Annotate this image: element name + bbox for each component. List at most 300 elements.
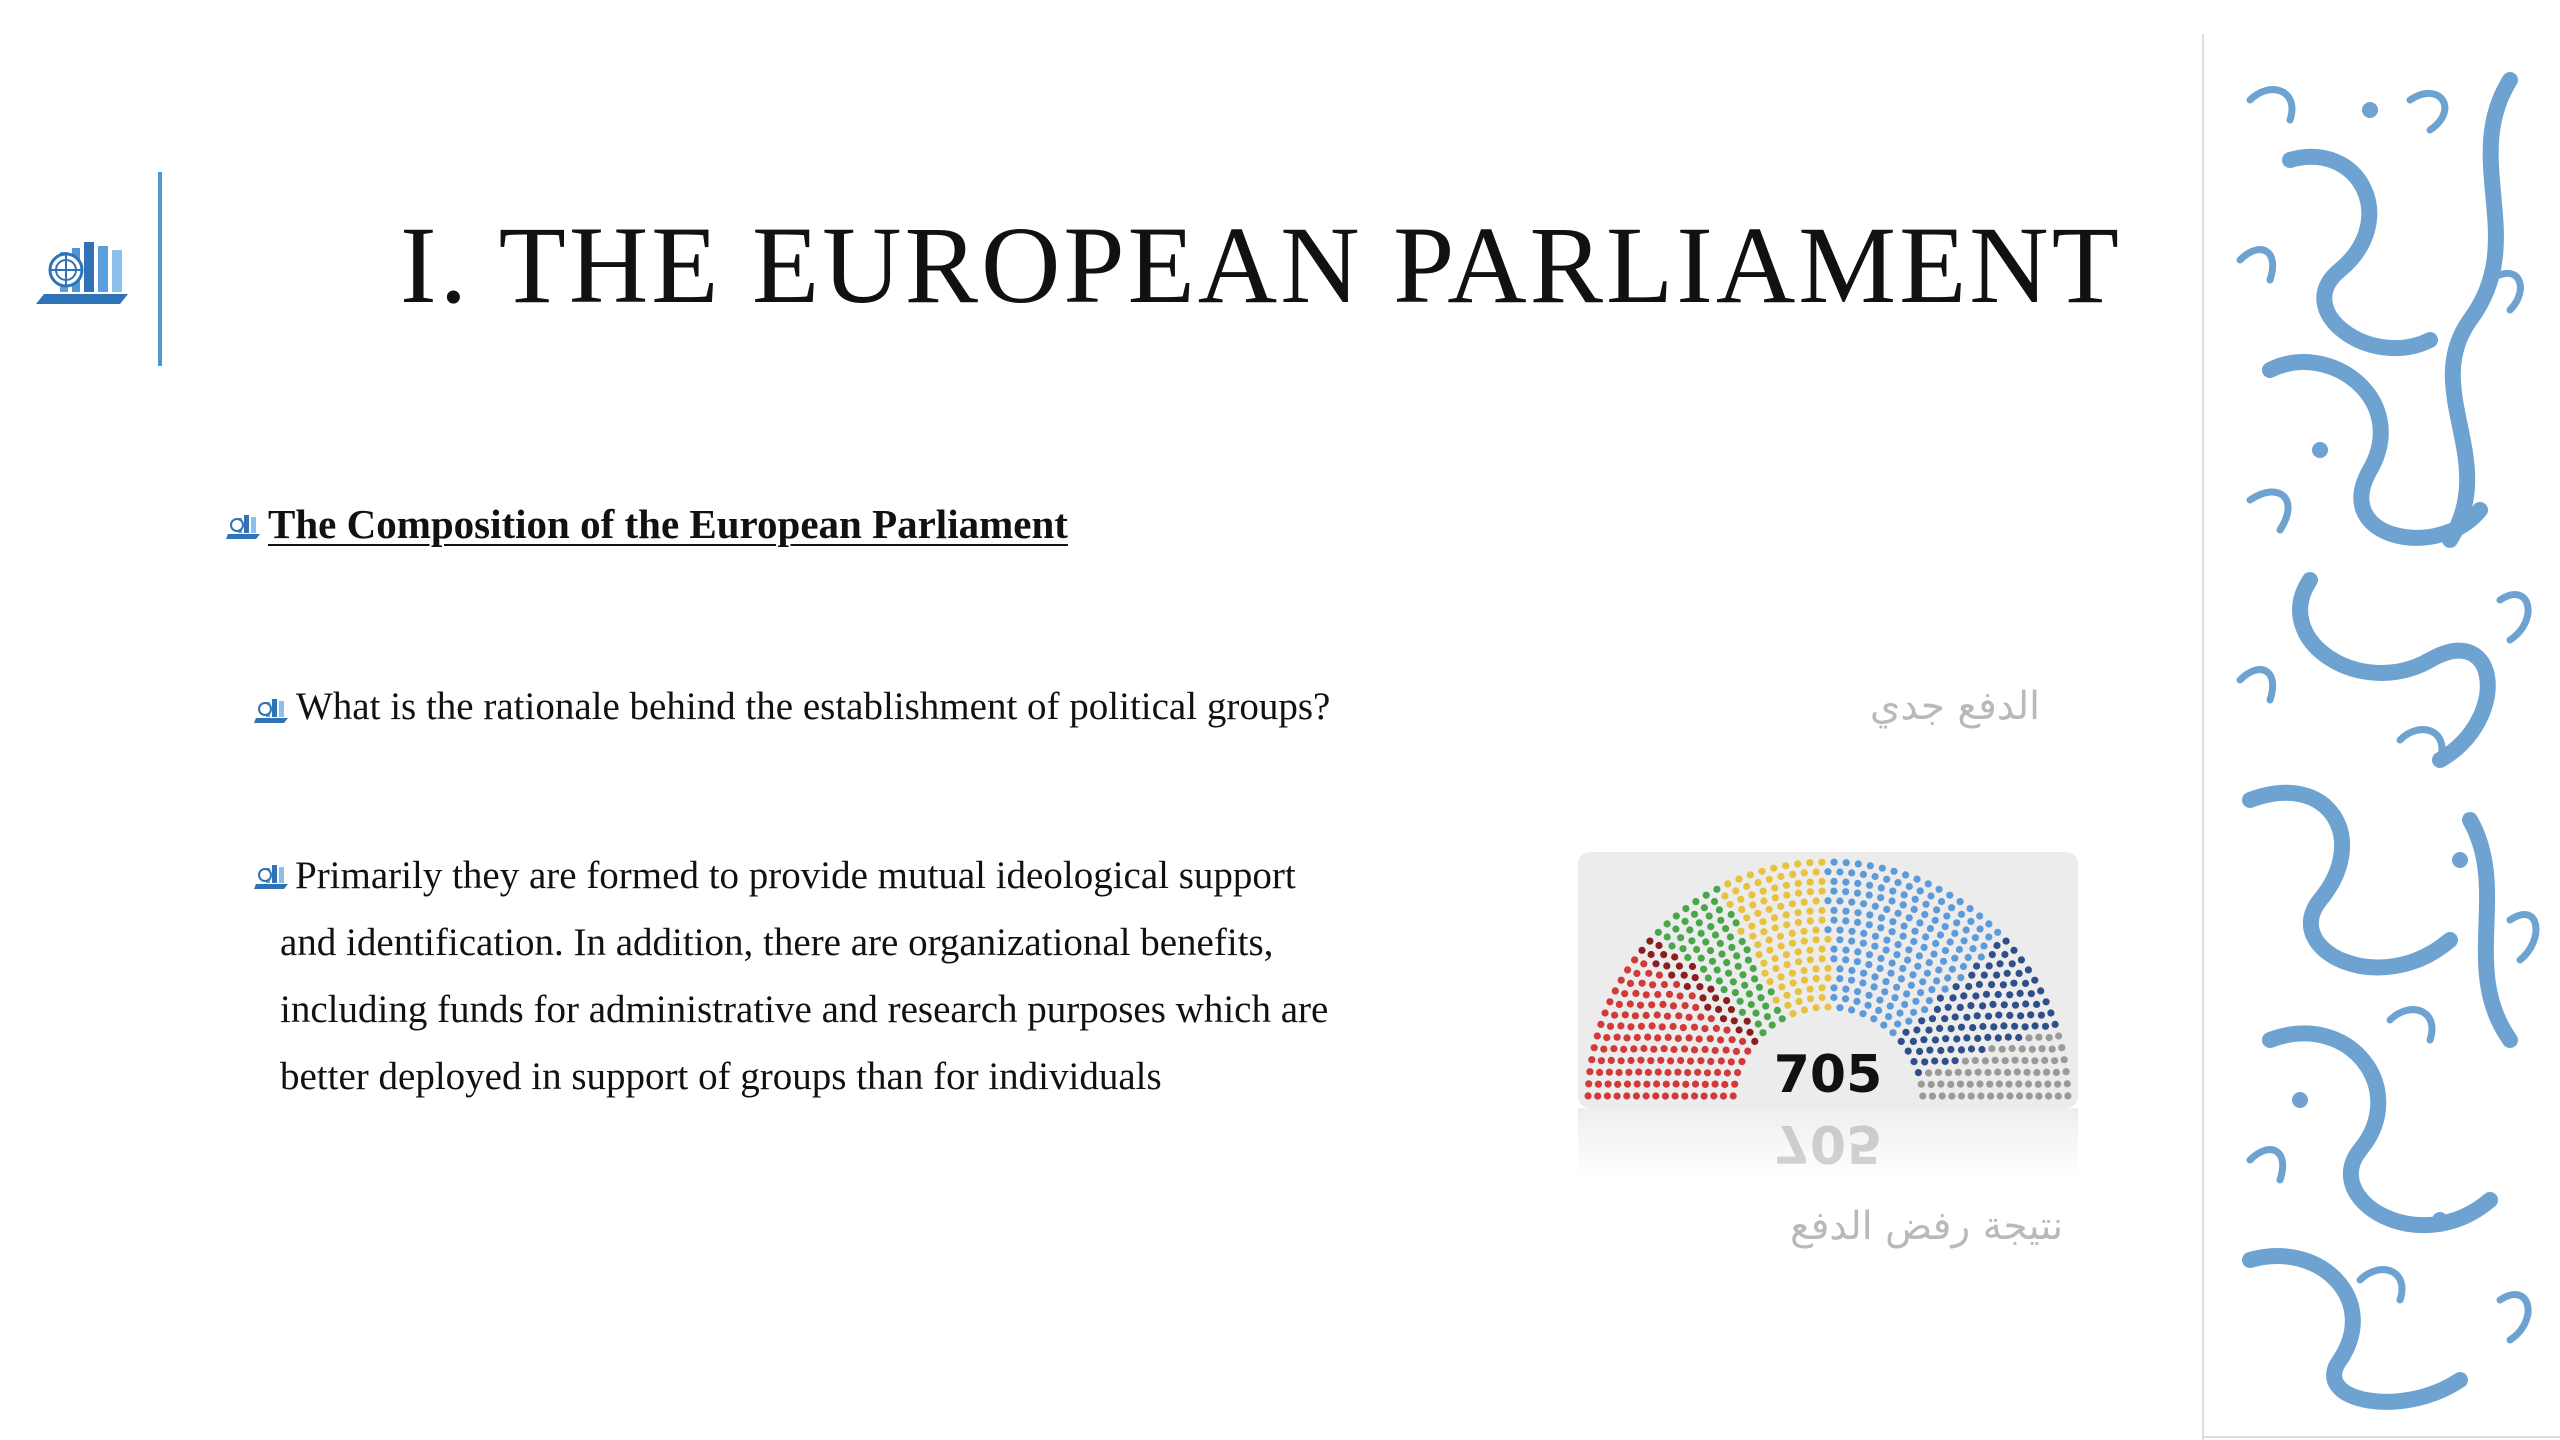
- seat-dot: [1903, 990, 1910, 997]
- seat-dot: [2002, 1057, 2009, 1064]
- seat-dot: [1782, 862, 1789, 869]
- seat-dot: [2035, 1034, 2042, 1041]
- seat-dot: [1854, 880, 1861, 887]
- seat-dot: [1877, 965, 1884, 972]
- seat-dot: [1731, 1017, 1738, 1024]
- seat-dot: [1679, 945, 1686, 952]
- seat-dot: [1848, 967, 1855, 974]
- seat-dot: [1761, 970, 1768, 977]
- seat-dot: [2055, 1093, 2062, 1100]
- seat-dot: [1942, 923, 1949, 930]
- seat-dot: [1734, 1069, 1741, 1076]
- seat-dot: [1919, 1092, 1926, 1099]
- seat-dot: [1633, 1092, 1640, 1099]
- seat-dot: [1859, 979, 1866, 986]
- seat-dot: [1744, 1048, 1751, 1055]
- seat-dot: [2037, 987, 2044, 994]
- seat-dot: [1842, 947, 1849, 954]
- seat-dot: [1777, 903, 1784, 910]
- seat-dot: [1604, 1092, 1611, 1099]
- seat-dot: [1750, 965, 1757, 972]
- seat-dot: [2058, 1044, 2065, 1051]
- seat-dot: [1948, 1025, 1955, 1032]
- seat-dot: [2026, 1092, 2033, 1099]
- seat-dot: [1943, 913, 1950, 920]
- seat-dot: [1958, 911, 1965, 918]
- seat-dot: [1925, 880, 1932, 887]
- seat-dot: [1860, 900, 1867, 907]
- seat-dot: [1728, 944, 1735, 951]
- seat-dot: [1659, 1023, 1666, 1030]
- seat-dot: [1812, 927, 1819, 934]
- seat-dot: [2017, 1012, 2024, 1019]
- seat-dot: [1830, 888, 1837, 895]
- seat-dot: [1625, 1069, 1632, 1076]
- seat-dot: [1717, 1036, 1724, 1043]
- seat-dot: [1777, 933, 1784, 940]
- seat-dot: [1887, 970, 1894, 977]
- seat-dot: [1640, 960, 1647, 967]
- seat-dot: [2010, 980, 2017, 987]
- chart-total-label: 705: [1773, 1045, 1883, 1105]
- seat-dot: [1910, 1009, 1917, 1016]
- seat-dot: [1947, 1081, 1954, 1088]
- seat-dot: [1716, 906, 1723, 913]
- seat-dot: [1960, 992, 1967, 999]
- seat-dot: [1691, 1046, 1698, 1053]
- seat-dot: [1883, 906, 1890, 913]
- seat-dot: [1769, 1022, 1776, 1029]
- seat-dot: [1921, 1058, 1928, 1065]
- seat-dot: [1942, 1035, 1949, 1042]
- seat-dot: [1924, 970, 1931, 977]
- seat-dot: [1614, 1034, 1621, 1041]
- caption-top-arabic: الدفع جدي: [1869, 684, 2040, 729]
- seat-dot: [1866, 892, 1873, 899]
- seat-dot: [1606, 1069, 1613, 1076]
- seat-dot: [1968, 1093, 1975, 1100]
- seat-dot: [1807, 888, 1814, 895]
- seat-dot: [1756, 984, 1763, 991]
- seat-dot: [1760, 918, 1767, 925]
- seat-dot: [1691, 1024, 1698, 1031]
- seat-dot: [1723, 1047, 1730, 1054]
- seat-dot: [1930, 951, 1937, 958]
- seat-dot: [1967, 1002, 1974, 1009]
- seat-dot: [1681, 1045, 1688, 1052]
- seat-dot: [1754, 910, 1761, 917]
- seat-dot: [1859, 1010, 1866, 1017]
- arabic-calligraphy-banner: [2210, 40, 2560, 1430]
- seat-dot: [1842, 995, 1849, 1002]
- seat-dot: [1928, 1081, 1935, 1088]
- seat-dot: [1934, 1006, 1941, 1013]
- seat-dot: [1789, 871, 1796, 878]
- seat-dot: [2027, 1011, 2034, 1018]
- seat-dot: [1627, 1023, 1634, 1030]
- seat-dot: [1627, 1000, 1634, 1007]
- seat-dot: [1883, 947, 1890, 954]
- seat-dot: [1908, 982, 1915, 989]
- seat-dot: [2031, 1057, 2038, 1064]
- seat-dot: [1878, 884, 1885, 891]
- seat-dot: [1860, 871, 1867, 878]
- chart-reflection: [1578, 1108, 2078, 1178]
- seat-dot: [1778, 943, 1785, 950]
- seat-dot: [1640, 1045, 1647, 1052]
- seat-dot: [1664, 1013, 1671, 1020]
- seat-dot: [1783, 882, 1790, 889]
- seat-dot: [1735, 876, 1742, 883]
- seat-dot: [1638, 947, 1645, 954]
- seat-dot: [1915, 1069, 1922, 1076]
- seat-dot: [1713, 1025, 1720, 1032]
- seat-dot: [1945, 1069, 1952, 1076]
- seat-dot: [1993, 942, 2000, 949]
- seat-dot: [1723, 997, 1730, 1004]
- seat-dot: [1933, 906, 1940, 913]
- seat-dot: [1758, 868, 1765, 875]
- seat-dot: [1988, 1045, 1995, 1052]
- seat-dot: [1737, 998, 1744, 1005]
- seat-dot: [1588, 1056, 1595, 1063]
- seat-dot: [2010, 947, 2017, 954]
- seat-dot: [1963, 1034, 1970, 1041]
- seat-dot: [1681, 1093, 1688, 1100]
- seat-dot: [1893, 984, 1900, 991]
- seat-dot: [1965, 954, 1972, 961]
- seat-dot: [1830, 907, 1837, 914]
- seat-dot: [1987, 1093, 1994, 1100]
- seat-dot: [1918, 1081, 1925, 1088]
- seat-dot: [1807, 879, 1814, 886]
- seat-dot: [1953, 1035, 1960, 1042]
- seat-dot: [1946, 892, 1953, 899]
- seat-dot: [1632, 990, 1639, 997]
- seat-dot: [1955, 1069, 1962, 1076]
- book-bullet-icon: [254, 696, 290, 724]
- seat-dot: [2006, 991, 2013, 998]
- seat-dot: [1818, 946, 1825, 953]
- seat-dot: [1872, 903, 1879, 910]
- seat-dot: [1789, 900, 1796, 907]
- seat-dot: [1707, 947, 1714, 954]
- seat-dot: [1877, 924, 1884, 931]
- seat-dot: [1687, 1058, 1694, 1065]
- seat-dot: [1682, 1002, 1689, 1009]
- seat-dot: [1698, 955, 1705, 962]
- seat-dot: [1623, 1034, 1630, 1041]
- seat-dot: [1965, 983, 1972, 990]
- seat-dot: [1866, 951, 1873, 958]
- seat-dot: [1994, 1069, 2001, 1076]
- seat-dot: [1848, 938, 1855, 945]
- seat-dot: [1616, 1069, 1623, 1076]
- seat-dot: [1974, 1012, 1981, 1019]
- seat-dot: [1979, 1023, 1986, 1030]
- seat-dot: [1653, 1080, 1660, 1087]
- seat-dot: [1848, 928, 1855, 935]
- seat-dot: [1872, 933, 1879, 940]
- seat-dot: [1643, 1092, 1650, 1099]
- seat-dot: [1664, 933, 1671, 940]
- seat-dot: [2005, 1034, 2012, 1041]
- seat-dot: [1789, 930, 1796, 937]
- seat-dot: [1917, 887, 1924, 894]
- seat-dot: [2045, 1092, 2052, 1099]
- seat-dot: [1895, 910, 1902, 917]
- seat-dot: [1909, 971, 1916, 978]
- seat-dot: [1889, 960, 1896, 967]
- seat-dot: [1728, 1006, 1735, 1013]
- seat-dot: [1958, 1046, 1965, 1053]
- seat-dot: [1842, 879, 1849, 886]
- seat-dot: [1688, 937, 1695, 944]
- seat-dot: [1643, 1012, 1650, 1019]
- seat-dot: [1925, 1027, 1932, 1034]
- seat-dot: [1860, 970, 1867, 977]
- seat-dot: [1762, 1003, 1769, 1010]
- seat-dot: [1871, 943, 1878, 950]
- seat-dot: [1889, 928, 1896, 935]
- seat-dot: [1883, 876, 1890, 883]
- seat-dot: [1665, 1034, 1672, 1041]
- seat-dot: [1673, 981, 1680, 988]
- seat-dot: [1824, 868, 1831, 875]
- seat-dot: [1631, 956, 1638, 963]
- seat-dot: [1650, 1046, 1657, 1053]
- seat-dot: [1794, 860, 1801, 867]
- seat-dot: [2018, 956, 2025, 963]
- seat-dot: [2041, 1057, 2048, 1064]
- seat-dot: [1836, 897, 1843, 904]
- seat-dot: [1795, 880, 1802, 887]
- seat-dot: [1692, 898, 1699, 905]
- seat-dot: [1783, 921, 1790, 928]
- seat-dot: [1766, 947, 1773, 954]
- seat-dot: [1807, 995, 1814, 1002]
- seat-dot: [1634, 1034, 1641, 1041]
- seat-dot: [1836, 868, 1843, 875]
- seat-dot: [2006, 1012, 2013, 1019]
- seat-dot: [1691, 1092, 1698, 1099]
- seat-dot: [1854, 948, 1861, 955]
- seat-dot: [1670, 1046, 1677, 1053]
- seat-dot: [1720, 1093, 1727, 1100]
- seat-dot: [1700, 966, 1707, 973]
- seat-dot: [1806, 908, 1813, 915]
- seat-dot: [1702, 1046, 1709, 1053]
- seat-dot: [1749, 901, 1756, 908]
- seat-dot: [2022, 1023, 2029, 1030]
- seat-dot: [1717, 940, 1724, 947]
- seat-dot: [1772, 965, 1779, 972]
- seat-dot: [1871, 983, 1878, 990]
- seat-dot: [1704, 1004, 1711, 1011]
- seat-dot: [1893, 951, 1900, 958]
- seat-dot: [1766, 906, 1773, 913]
- seat-dot: [2003, 938, 2010, 945]
- seat-dot: [1990, 1023, 1997, 1030]
- seat-dot: [1610, 1045, 1617, 1052]
- seat-dot: [1677, 1057, 1684, 1064]
- seat-dot: [1586, 1068, 1593, 1075]
- seat-dot: [1637, 1057, 1644, 1064]
- seat-dot: [1929, 1093, 1936, 1100]
- seat-dot: [1674, 1069, 1681, 1076]
- seat-dot: [1708, 1015, 1715, 1022]
- seat-dot: [1824, 936, 1831, 943]
- seat-dot: [1737, 896, 1744, 903]
- seat-dot: [1953, 919, 1960, 926]
- seat-dot: [1718, 1057, 1725, 1064]
- seat-dot: [1766, 978, 1773, 985]
- seat-dot: [1790, 979, 1797, 986]
- seat-dot: [1766, 876, 1773, 883]
- seat-dot: [1738, 906, 1745, 913]
- seat-dot: [1957, 898, 1964, 905]
- seat-dot: [1992, 1057, 1999, 1064]
- seat-dot: [1757, 994, 1764, 1001]
- seat-dot: [1755, 951, 1762, 958]
- seat-dot: [2011, 1023, 2018, 1030]
- seat-dot: [1696, 983, 1703, 990]
- seat-dot: [1853, 998, 1860, 1005]
- seat-dot: [1911, 928, 1918, 935]
- seat-dot: [2025, 966, 2032, 973]
- question-text: What is the rationale behind the establishment of political groups?: [296, 685, 1331, 728]
- seat-dot: [1926, 997, 1933, 1004]
- seat-dot: [1778, 983, 1785, 990]
- seat-dot: [1920, 1036, 1927, 1043]
- seat-dot: [1894, 1020, 1901, 1027]
- seat-dot: [1830, 878, 1837, 885]
- seat-dot: [1939, 1092, 1946, 1099]
- seat-dot: [1937, 995, 1944, 1002]
- seat-dot: [1942, 986, 1949, 993]
- seat-dot: [1620, 1046, 1627, 1053]
- seat-dot: [1712, 1081, 1719, 1088]
- seat-dot: [2012, 1002, 2019, 1009]
- seat-dot: [1715, 1006, 1722, 1013]
- seat-dot: [1697, 1013, 1704, 1020]
- seat-dot: [1831, 859, 1838, 866]
- seat-dot: [1659, 1001, 1666, 1008]
- seat-dot: [1644, 1034, 1651, 1041]
- seat-dot: [2046, 1034, 2053, 1041]
- seat-dot: [1900, 901, 1907, 908]
- seat-dot: [2015, 1034, 2022, 1041]
- seat-dot: [1630, 1045, 1637, 1052]
- seat-dot: [1836, 975, 1843, 982]
- seat-dot: [1602, 1009, 1609, 1016]
- seat-dot: [1652, 960, 1659, 967]
- seat-dot: [1890, 868, 1897, 875]
- seat-dot: [1783, 951, 1790, 958]
- seat-dot: [1972, 934, 1979, 941]
- seat-dot: [1938, 898, 1945, 905]
- seat-dot: [1739, 938, 1746, 945]
- seat-dot: [1720, 1015, 1727, 1022]
- seat-dot: [1824, 965, 1831, 972]
- seat-dot: [1596, 1069, 1603, 1076]
- seat-dot: [1647, 1057, 1654, 1064]
- paragraph: [280, 842, 1442, 1110]
- seat-dot: [1760, 960, 1767, 967]
- seat-dot: [1637, 1002, 1644, 1009]
- seat-dot: [1774, 1007, 1781, 1014]
- seat-dot: [1702, 938, 1709, 945]
- seat-dot: [1696, 919, 1703, 926]
- seat-dot: [1645, 970, 1652, 977]
- seat-dot: [1952, 1057, 1959, 1064]
- seat-dot: [1692, 974, 1699, 981]
- seat-dot: [1922, 901, 1929, 908]
- seat-dot: [2032, 1022, 2039, 1029]
- seat-dot: [1910, 938, 1917, 945]
- seat-dot: [1889, 1029, 1896, 1036]
- seat-dot: [1882, 978, 1889, 985]
- seat-dot: [1795, 948, 1802, 955]
- paragraph-line: including funds for administrative and research purposes which are: [280, 988, 1329, 1031]
- seat-dot: [1967, 918, 1974, 925]
- seat-dot: [1783, 911, 1790, 918]
- seat-dot: [1722, 925, 1729, 932]
- seat-dot: [1913, 1026, 1920, 1033]
- seat-dot: [1597, 1021, 1604, 1028]
- seat-dot: [1916, 919, 1923, 926]
- seat-dot: [1913, 876, 1920, 883]
- seat-dot: [1595, 1081, 1602, 1088]
- seat-dot: [1754, 879, 1761, 886]
- seat-dot: [1649, 981, 1656, 988]
- seat-dot: [1614, 1081, 1621, 1088]
- seat-dot: [1836, 1004, 1843, 1011]
- seat-dot: [1931, 1057, 1938, 1064]
- seat-dot: [1795, 998, 1802, 1005]
- seat-dot: [1607, 1023, 1614, 1030]
- seat-dot: [1901, 923, 1908, 930]
- seat-dot: [1692, 1081, 1699, 1088]
- seat-dot: [1664, 920, 1671, 927]
- seat-dot: [1701, 904, 1708, 911]
- seat-dot: [1824, 926, 1831, 933]
- seat-dot: [1985, 933, 1992, 940]
- seat-dot: [1842, 888, 1849, 895]
- seat-dot: [1689, 992, 1696, 999]
- seat-dot: [1976, 1080, 1983, 1087]
- seat-dot: [1905, 1048, 1912, 1055]
- seat-dot: [1702, 1081, 1709, 1088]
- seat-dot: [1933, 977, 1940, 984]
- seat-dot: [1993, 972, 2000, 979]
- seat-dot: [1654, 1034, 1661, 1041]
- seat-dot: [2043, 998, 2050, 1005]
- seat-dot: [1744, 946, 1751, 953]
- seat-dot: [1944, 974, 1951, 981]
- seat-dot: [1729, 1036, 1736, 1043]
- seat-dot: [1677, 992, 1684, 999]
- seat-dot: [1671, 953, 1678, 960]
- seat-dot: [1621, 990, 1628, 997]
- seat-dot: [1703, 892, 1710, 899]
- seat-dot: [1766, 937, 1773, 944]
- seat-dot: [1713, 886, 1720, 893]
- seat-dot: [1935, 1069, 1942, 1076]
- seat-dot: [1724, 880, 1731, 887]
- seat-dot: [1795, 890, 1802, 897]
- institution-logo-icon: [36, 232, 136, 312]
